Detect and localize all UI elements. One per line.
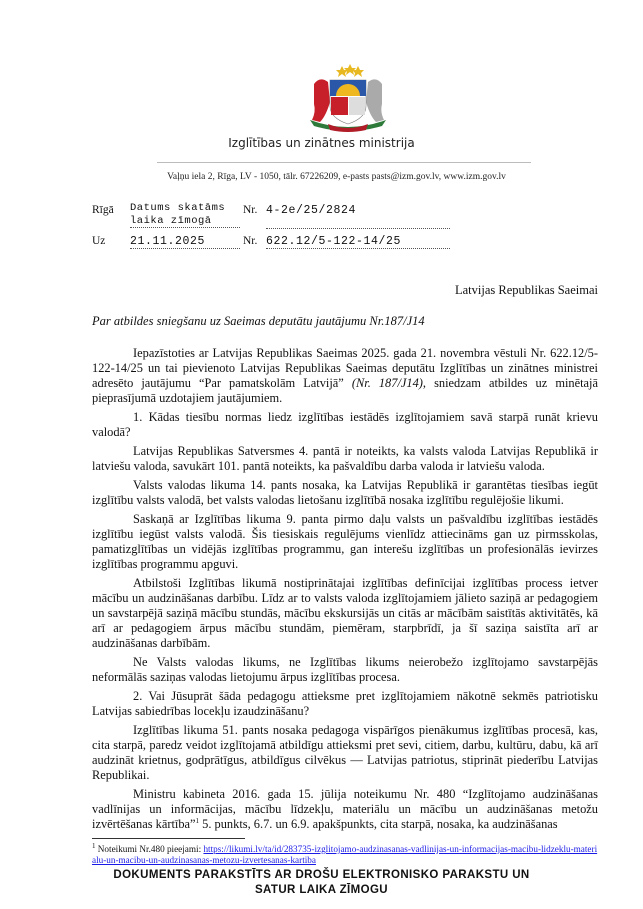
question-reference: (Nr. 187/J14) [351, 376, 423, 390]
signature-notice [0, 868, 643, 898]
letter-body [92, 346, 598, 832]
document-number: 4-2e/25/2824 [266, 204, 450, 229]
text: , sniedzam atbildes uz minētajā pieprasījumā uzdotajiem jautājumiem. [92, 376, 598, 405]
paragraph [92, 346, 598, 406]
paragraph: Izglītības likuma 51. pants nosaka pedagoga vispārīgos pienākumus izglītības procesā, kas, cita starpā, paredz veidot izglītojamā atbildīgu attieksmi pret sevi, citiem, darbu, kultūru, dabu, kā arī audzināt krietnus, godprātīgus, atbildīgus cilvēkus — Latvijas patriotus, stiprināt piederību Latvijas Republikai. [92, 723, 598, 782]
header-divider [157, 162, 531, 163]
footnote-marker: 1 [92, 841, 96, 850]
paragraph: Valsts valodas likuma 14. pants nosaka, ka Latvijas Republikā ir garantētas tiesības iegūt izglītību valsts valodā, bet valsts valodas lietošanu izglītībā nosaka izglītību regulējošie likumi. [92, 478, 598, 507]
coat-of-arms-logo [300, 62, 396, 136]
ministry-name: Izglītības un zinātnes ministrija [228, 136, 415, 150]
footnote-text: Noteikumi Nr.480 pieejami: [95, 844, 204, 854]
nr-label-2: Nr. [243, 235, 258, 247]
footnote-divider [92, 838, 245, 839]
text: 5. punkts, 6.7. un 6.9. apakšpunkts, cita starpā, nosaka, ka audzināšanas [199, 817, 558, 831]
text: Iepazīstoties ar Latvijas Republikas Saeimas 2025. gada 21. novembra vēstuli Nr. 622.12/5-122-14/25 un tai pievienoto Latvijas Republikas Saeimas deputātu Izglītības un zinātnes ministrei adresēto jautājumu “Par pamatskolām Latvijā” [92, 346, 598, 390]
footnote-link[interactable]: https://likumi.lv/ta/id/283735-izglitojamo-audzinasanas-vadlinijas-un-informacijas-macibu-lidzeklu-materialu-un-macibu-un-audzinasanas-metozu-izvertesanas-kartiba [92, 844, 598, 865]
incoming-date: 21.11.2025 [130, 235, 240, 249]
ministry-address: Vaļņu iela 2, Rīga, LV - 1050, tālr. 67226209, e-pasts pasts@izm.gov.lv, www.izm.gov.lv [167, 172, 506, 182]
paragraph: Latvijas Republikas Satversmes 4. pantā ir noteikts, ka valsts valoda Latvijas Republikā ir latviešu valoda, savukārt 101. pantā noteikts, ka pašvaldību darba valoda ir latviešu valoda. [92, 444, 598, 473]
place-label: Rīgā [92, 204, 114, 216]
signature-notice-line-2: SATUR LAIKA ZĪMOGU [254, 884, 389, 896]
letter-content [92, 346, 598, 898]
footnote-ref: 1 [195, 816, 200, 825]
signature-notice-line-1: DOKUMENTS PARAKSTĪTS AR DROŠU ELEKTRONISKO PARAKSTU UN [113, 869, 530, 881]
paragraph: Atbilstoši Izglītības likumā nostiprinātajai izglītības definīcijai izglītības process ietver mācību un audzināšanas darbību. Līdz ar to valsts valoda izglītojamiem jālieto saziņā ar pedagogiem un savstarpējā saziņā mācību stundās, mācību ekskursijās un citās ar mācībām saistītās aktivitātēs, kā arī ar pedagogiem ārpus mācību stundām, piemēram, starpbrīdī, ja šī saziņa saistīta arī ar audzināšanas darbībām. [92, 576, 598, 650]
question-1: 1. Kādas tiesību normas liedz izglītības iestādēs izglītojamiem savā starpā runāt krievu valodā? [92, 410, 598, 439]
uz-label: Uz [92, 235, 106, 247]
text: Ministru kabineta 2016. gada 15. jūlija noteikumu Nr. 480 “Izglītojamo audzināšanas vadlīnijas un informācijas, mācību līdzekļu, materiālu un mācību un audzināšanas metožu izvērtēšanas kārtība” [92, 787, 598, 831]
footnote [92, 841, 598, 866]
incoming-number: 622.12/5-122-14/25 [266, 235, 450, 249]
date-value: Datums skatāms laika zīmogā [130, 202, 240, 228]
nr-label: Nr. [243, 204, 258, 216]
recipient: Latvijas Republikas Saeimai [454, 283, 598, 297]
paragraph: Saskaņā ar Izglītības likuma 9. panta pirmo daļu valsts un pašvaldību izglītības iestādēs izglītību iegūst valsts valodā. Šis tiesiskais regulējums vienlīdz attiecināms gan uz pirmsskolas, pamatizglītības un vidējās izglītības programmu, gan interešu izglītības un profesionālās ievirzes izglītības programmu apguvi. [92, 512, 598, 571]
question-2: 2. Vai Jūsuprāt šāda pedagogu attieksme pret izglītojamiem nākotnē sekmēs patriotisku Latvijas sabiedrības locekļu izaudzināšanu? [92, 689, 598, 718]
paragraph [92, 787, 598, 832]
paragraph: Ne Valsts valodas likums, ne Izglītības likums neierobežo izglītojamo savstarpējās neformālās saziņas valodas lietojumu ārpus izglītības procesa. [92, 655, 598, 684]
subject-line: Par atbildes sniegšanu uz Saeimas deputātu jautājumu Nr.187/J14 [92, 314, 425, 328]
